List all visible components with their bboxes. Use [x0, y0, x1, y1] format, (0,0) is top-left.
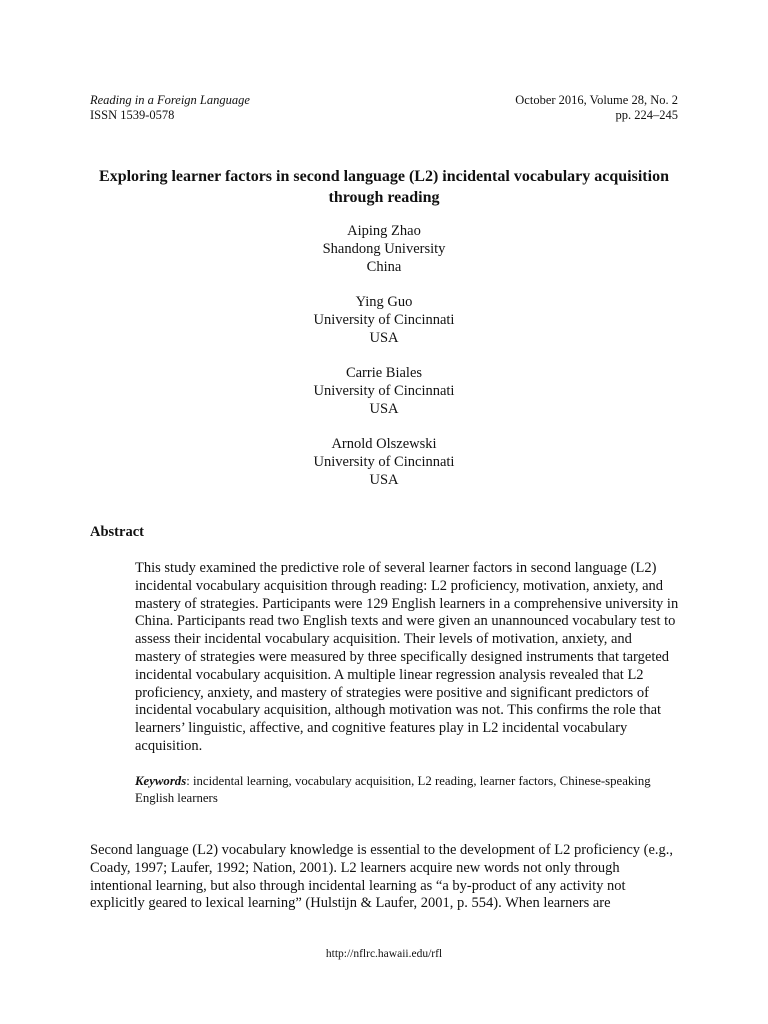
issue-info: October 2016, Volume 28, No. 2 — [515, 93, 678, 107]
keywords-list: : incidental learning, vocabulary acquisition, L2 reading, learner factors, Chinese-speaking English learners — [135, 774, 651, 805]
running-header-left — [90, 93, 250, 123]
author-name: Aiping Zhao — [347, 223, 421, 239]
author-affiliation: University of Cincinnati — [313, 383, 455, 399]
article-title: Exploring learner factors in second language (L2) incidental vocabulary acquisition through reading — [99, 168, 669, 206]
running-header-right — [515, 93, 678, 123]
author-block — [90, 435, 678, 489]
author-block — [90, 293, 678, 347]
abstract-text: This study examined the predictive role of several learner factors in second language (L2) incidental vocabulary acquisition through reading: L2 proficiency, motivation, anxiety, and mastery of strategies. Participants were 129 English learners in a comprehensive university in China. Participants read two English texts and were given an unannounced vocabulary test to assess their incidental vocabulary acquisition. Their levels of motivation, anxiety, and mastery of strategies were measured by three specifically designed instruments that targeted incidental vocabulary acquisition. A multiple linear regression analysis revealed that L2 proficiency, anxiety, and mastery of strategies were positive and significant predictors of incidental vocabulary acquisition, although motivation was not. This confirms the role that learners’ linguistic, affective, and cognitive features play in L2 incidental vocabulary acquisition. — [135, 560, 679, 754]
author-country: USA — [369, 472, 399, 488]
author-list — [90, 222, 678, 506]
author-block — [90, 364, 678, 418]
body-paragraph: Second language (L2) vocabulary knowledge is essential to the development of L2 proficiency (e.g., Coady, 1997; Laufer, 1992; Nation, 2001). L2 learners acquire new words not only through intentional learning, but also through incidental learning as “a by-product of any activity not explicitly geared to lexical learning” (Hulstijn & Laufer, 2001, p. 554). When learners are — [90, 842, 674, 912]
footer-url: http://nflrc.hawaii.edu/rfl — [325, 948, 443, 960]
author-block — [90, 222, 678, 276]
abstract-heading: Abstract — [90, 524, 144, 540]
journal-name: Reading in a Foreign Language — [90, 93, 250, 107]
author-country: USA — [369, 330, 399, 346]
author-country: China — [366, 259, 402, 275]
author-name: Carrie Biales — [345, 365, 423, 381]
author-affiliation: University of Cincinnati — [313, 454, 455, 470]
author-name: Ying Guo — [355, 294, 413, 310]
author-name: Arnold Olszewski — [331, 436, 437, 452]
page-range: pp. 224–245 — [615, 108, 678, 122]
issn: ISSN 1539-0578 — [90, 108, 175, 122]
keywords-label: Keywords — [135, 774, 187, 788]
author-country: USA — [369, 401, 399, 417]
keywords-line — [135, 773, 681, 807]
author-affiliation: University of Cincinnati — [313, 312, 455, 328]
author-affiliation: Shandong University — [322, 241, 446, 257]
